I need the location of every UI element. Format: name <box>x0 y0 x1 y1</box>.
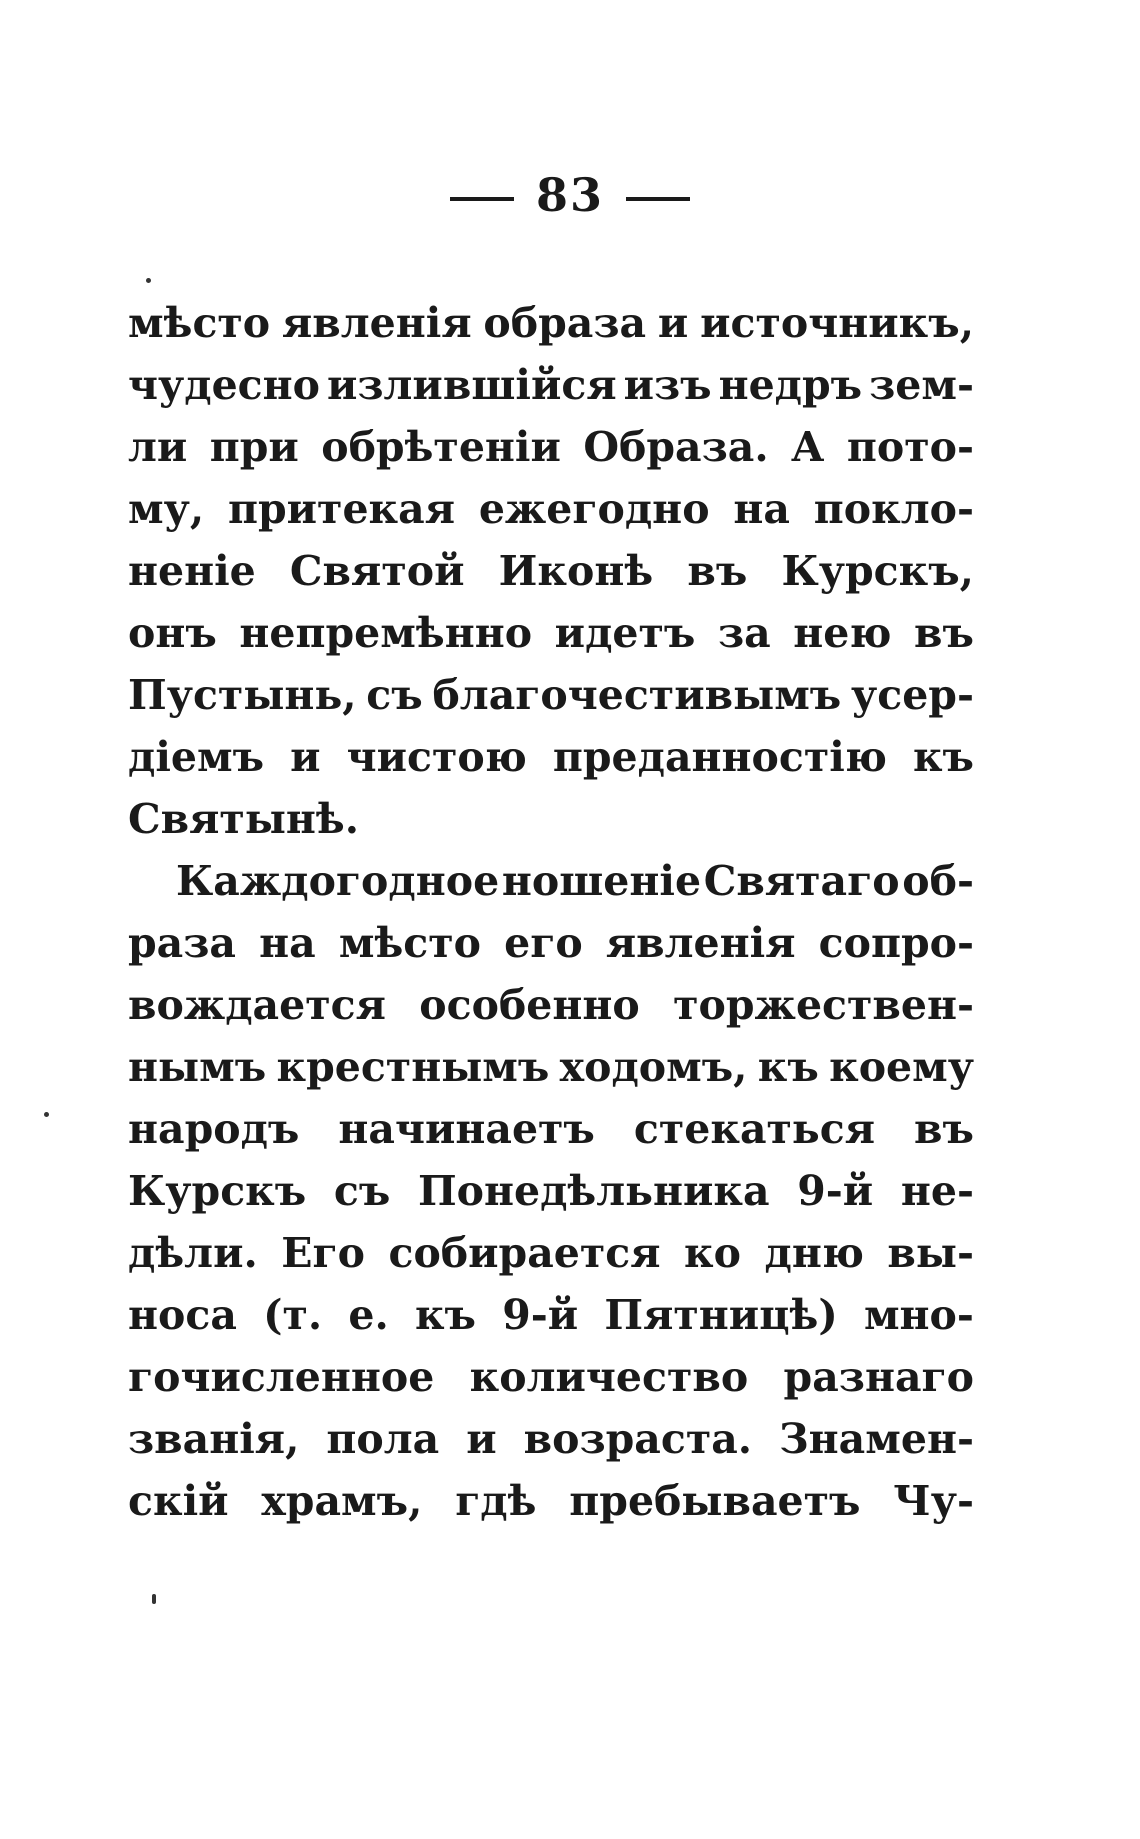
word: крестнымъ <box>276 1043 550 1091</box>
word: въ <box>687 547 748 595</box>
word: А <box>791 423 825 471</box>
word: и <box>657 299 689 347</box>
word: возраста. <box>523 1415 753 1463</box>
word: вы- <box>887 1229 974 1277</box>
word: е. <box>348 1291 389 1339</box>
word: сопро- <box>818 919 974 967</box>
word: не- <box>900 1167 974 1215</box>
text-line <box>128 1408 974 1470</box>
word: чистою <box>346 733 527 781</box>
word: обрѣтеніи <box>321 423 561 471</box>
word: об- <box>902 857 974 905</box>
word: притекая <box>227 485 455 533</box>
word: ли <box>128 423 188 471</box>
word: пола <box>326 1415 440 1463</box>
word: мѣсто <box>128 299 271 347</box>
word: усер- <box>851 671 974 719</box>
word: въ <box>914 1105 974 1153</box>
word: Его <box>281 1229 365 1277</box>
word: гдѣ <box>455 1477 537 1525</box>
word: гочисленное <box>128 1353 435 1401</box>
text-line <box>128 974 974 1036</box>
text-line <box>128 788 974 850</box>
word: непремѣнно <box>239 609 533 657</box>
word: при <box>209 423 299 471</box>
text-line <box>128 1346 974 1408</box>
word: Курскъ <box>128 1167 307 1215</box>
word: Святынѣ. <box>128 795 360 843</box>
word: Святаго <box>703 857 900 905</box>
word: зем- <box>869 361 974 409</box>
word: количество <box>469 1353 749 1401</box>
word: Образа. <box>583 423 769 471</box>
word: нымъ <box>128 1043 267 1091</box>
word: начинаетъ <box>338 1105 595 1153</box>
word: раза <box>128 919 236 967</box>
text-line <box>128 1222 974 1284</box>
word: пото- <box>846 423 974 471</box>
word: къ <box>414 1291 476 1339</box>
header-dash-left <box>450 197 514 201</box>
text-line <box>128 726 974 788</box>
text-line <box>128 354 974 416</box>
word: Каждогодное <box>176 857 500 905</box>
word: съ <box>366 671 423 719</box>
print-speck <box>44 1112 49 1117</box>
word: недръ <box>718 361 863 409</box>
text-line <box>128 602 974 664</box>
text-line <box>128 1284 974 1346</box>
text-line <box>128 1470 974 1532</box>
word: благочестивымъ <box>432 671 842 719</box>
word: чудесно <box>128 361 320 409</box>
word: мѣсто <box>338 919 481 967</box>
word: храмъ, <box>261 1477 423 1525</box>
word: явленія <box>281 299 472 347</box>
word: неніе <box>128 547 256 595</box>
word: званія, <box>128 1415 300 1463</box>
word: коему <box>829 1043 974 1091</box>
word: преданностію <box>552 733 887 781</box>
word: мно- <box>863 1291 974 1339</box>
body-text <box>128 292 974 1532</box>
word: Понедѣльника <box>417 1167 770 1215</box>
word: къ <box>912 733 974 781</box>
text-line <box>128 416 974 478</box>
text-line <box>128 664 974 726</box>
word: торжествен- <box>673 981 974 1029</box>
page-number: 83 <box>535 168 604 222</box>
word: онъ <box>128 609 217 657</box>
word: народъ <box>128 1105 300 1153</box>
word: Чу- <box>893 1477 974 1525</box>
word: Святой <box>289 547 465 595</box>
word: за <box>717 609 771 657</box>
word: и <box>290 733 321 781</box>
word: 9-й <box>797 1167 874 1215</box>
text-line <box>128 292 974 354</box>
word: носа <box>128 1291 237 1339</box>
text-line <box>128 540 974 602</box>
header-dash-right <box>626 197 690 201</box>
word: покло- <box>813 485 974 533</box>
word: источникъ, <box>700 299 974 347</box>
word: въ <box>914 609 974 657</box>
text-line <box>128 850 974 912</box>
word: изъ <box>623 361 712 409</box>
word: и <box>466 1415 497 1463</box>
word: 9-й <box>502 1291 579 1339</box>
word: съ <box>333 1167 391 1215</box>
word: разнаго <box>783 1353 974 1401</box>
word: на <box>259 919 316 967</box>
word: дню <box>764 1229 864 1277</box>
word: явленія <box>605 919 796 967</box>
word: пребываетъ <box>569 1477 861 1525</box>
word: особенно <box>419 981 640 1029</box>
word: излившійся <box>326 361 617 409</box>
word: на <box>733 485 790 533</box>
word: Иконѣ <box>498 547 654 595</box>
word: его <box>504 919 583 967</box>
print-speck <box>152 1594 156 1604</box>
text-line <box>128 1098 974 1160</box>
word: вождается <box>128 981 386 1029</box>
word: къ <box>757 1043 819 1091</box>
text-line <box>128 478 974 540</box>
word: нею <box>793 609 892 657</box>
text-line <box>128 1160 974 1222</box>
word: собирается <box>388 1229 661 1277</box>
print-speck <box>146 278 151 283</box>
word: ко <box>684 1229 741 1277</box>
word: дѣли. <box>128 1229 258 1277</box>
word: Знамен- <box>779 1415 974 1463</box>
word: Курскъ, <box>781 547 974 595</box>
word: ходомъ, <box>559 1043 748 1091</box>
word: Пустынь, <box>128 671 357 719</box>
word: му, <box>128 485 205 533</box>
word: стекаться <box>633 1105 876 1153</box>
text-line <box>128 912 974 974</box>
word: ежегодно <box>478 485 710 533</box>
page-header <box>0 168 1140 222</box>
word: діемъ <box>128 733 265 781</box>
text-line <box>128 1036 974 1098</box>
word: ношеніе <box>501 857 702 905</box>
word: (т. <box>263 1291 323 1339</box>
word: скій <box>128 1477 229 1525</box>
word: идетъ <box>554 609 696 657</box>
word: образа <box>483 299 647 347</box>
word: Пятницѣ) <box>604 1291 838 1339</box>
